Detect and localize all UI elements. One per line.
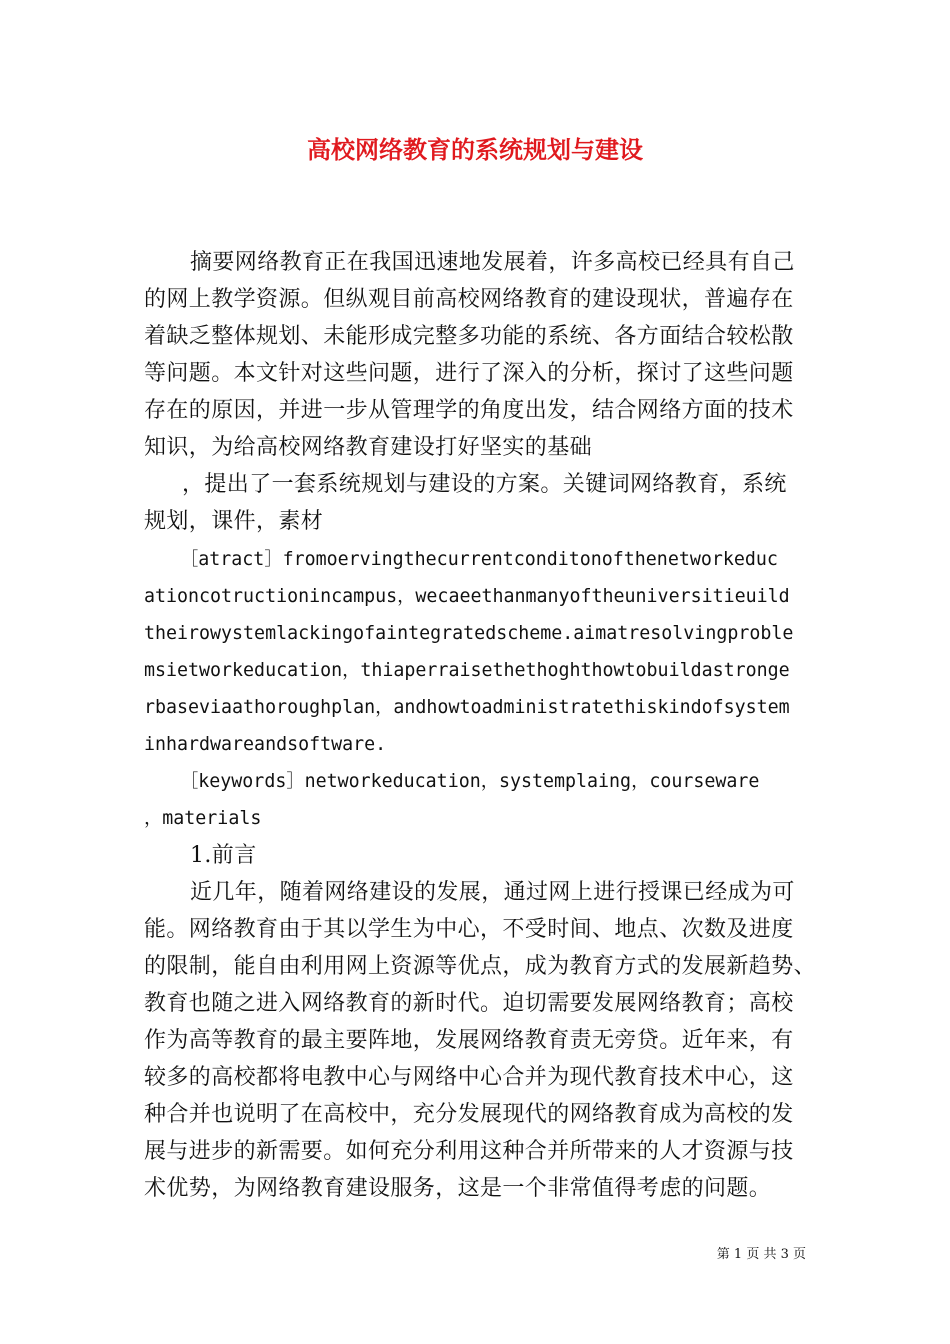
- english-keywords-line: ，materials: [144, 808, 262, 829]
- body-line: 作为高等教育的最主要阵地，发展网络教育责无旁贷。近年来，有: [144, 1028, 794, 1053]
- abstract-line: 存在的原因，并进一步从管理学的角度出发，结合网络方面的技术: [144, 398, 794, 423]
- abstract-line: 的网上教学资源。但纵观目前高校网络教育的建设现状，普遍存在: [144, 287, 794, 312]
- section-heading: 1.前言: [190, 843, 257, 868]
- abstract-line: 规划，课件，素材: [144, 509, 324, 534]
- english-abstract-line: rbaseviaathoroughplan，andhowtoadministratethiskindofsystem: [144, 697, 790, 718]
- body-line: 术优势，为网络教育建设服务，这是一个非常值得考虑的问题。: [144, 1176, 772, 1201]
- abstract-line: 摘要网络教育正在我国迅速地发展着，许多高校已经具有自己: [190, 250, 795, 275]
- body-line: 教育也随之进入网络教育的新时代。迫切需要发展网络教育；高校: [144, 991, 794, 1016]
- page-footer: 第 1 页 共 3 页: [716, 1247, 806, 1262]
- english-abstract-line: ［atract］fromoervingthecurrentconditonofthenetworkeduc: [180, 549, 778, 570]
- english-abstract-line: ationcotructionincampus，wecaeethanmanyoftheuniversitieuild: [144, 586, 790, 607]
- body-line: 的限制，能自由利用网上资源等优点，成为教育方式的发展新趋势、: [144, 954, 817, 979]
- abstract-line: 知识，为给高校网络教育建设打好坚实的基础: [144, 435, 593, 460]
- body-line: 较多的高校都将电教中心与网络中心合并为现代教育技术中心，这: [144, 1065, 794, 1090]
- body-line: 种合并也说明了在高校中，充分发展现代的网络教育成为高校的发: [144, 1102, 794, 1127]
- document-title: 高校网络教育的系统规划与建设: [307, 135, 643, 164]
- body-line: 近几年，随着网络建设的发展，通过网上进行授课已经成为可: [190, 880, 795, 905]
- english-keywords-line: ［keywords］networkeducation，systemplaing，courseware: [180, 771, 760, 792]
- abstract-line: 着缺乏整体规划、未能形成完整多功能的系统、各方面结合较松散: [144, 324, 794, 349]
- body-line: 能。网络教育由于其以学生为中心，不受时间、地点、次数及进度: [144, 917, 794, 942]
- english-abstract-line: inhardwareandsoftware.: [144, 734, 387, 755]
- english-abstract-line: theirowystemlackingofaintegratedscheme.aimatresolvingproble: [144, 623, 794, 644]
- abstract-line: ，提出了一套系统规划与建设的方案。关键词网络教育，系统: [182, 472, 787, 497]
- abstract-line: 等问题。本文针对这些问题，进行了深入的分析，探讨了这些问题: [144, 361, 794, 386]
- english-abstract-line: msietworkeducation，thiaperraisethethoghthowtobuildastronge: [144, 660, 790, 681]
- body-line: 展与进步的新需要。如何充分利用这种合并所带来的人才资源与技: [144, 1139, 794, 1164]
